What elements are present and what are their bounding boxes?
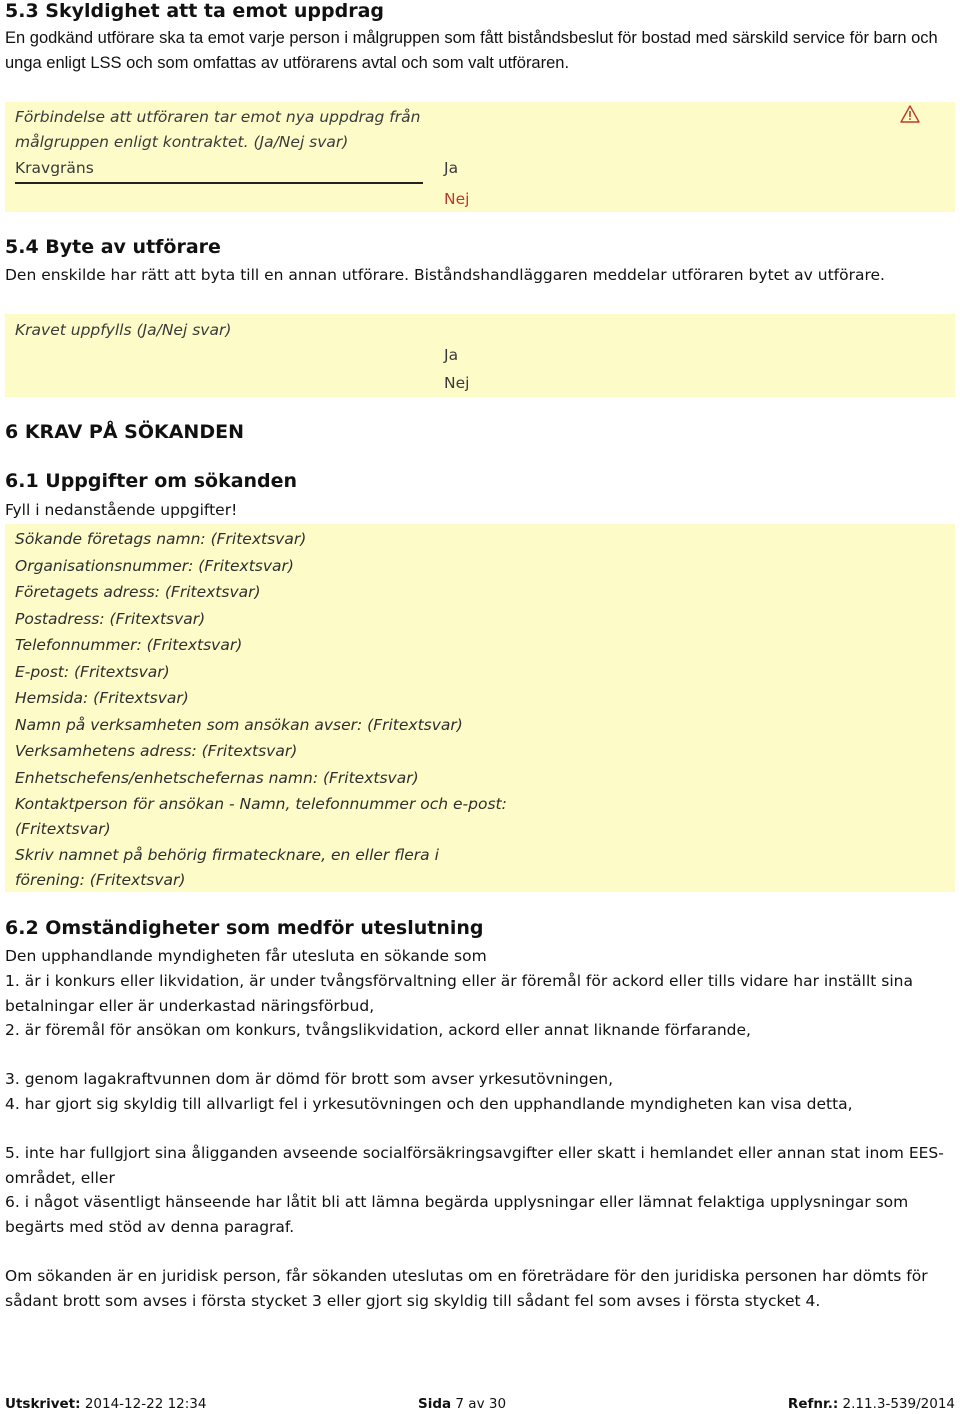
exclusion-item-3: 3. genom lagakraftvunnen dom är dömd för brott som avser yrkesutövningen, [5, 1070, 613, 1088]
field-business-address[interactable]: Verksamhetens adress: (Fritextsvar) [15, 742, 298, 760]
field-contact-person-answer[interactable]: (Fritextsvar) [15, 820, 111, 838]
footer-page-value: 7 av 30 [455, 1396, 507, 1412]
field-company-name[interactable]: Sökande företags namn: (Fritextsvar) [15, 530, 307, 548]
section-5-3-intro: En godkänd utförare ska ta emot varje person i målgruppen som fått biståndsbeslut för bostad med särskild service för barn och unga enligt LSS och som omfattas av utförarens avtal och som valt utföraren. [5, 29, 938, 72]
footer-page [418, 1396, 506, 1412]
section-heading-6-2: 6.2 Omständigheter som medför uteslutning [5, 917, 484, 939]
field-business-name[interactable]: Namn på verksamheten som ansökan avser: (Fritextsvar) [15, 716, 463, 734]
option-yes-5-4[interactable]: Ja [444, 346, 459, 364]
section-5-4-intro: Den enskilde har rätt att byta till en annan utförare. Biståndshandläggaren meddelar utföraren bytet av utförare. [5, 266, 885, 284]
option-no-5-4[interactable]: Nej [444, 374, 470, 392]
exclusion-item-4: 4. har gjort sig skyldig till allvarligt fel i yrkesutövningen och den upphandlande myndigheten kan visa detta, [5, 1095, 853, 1113]
footer-printed-label: Utskrivet: [5, 1396, 81, 1412]
field-phone[interactable]: Telefonnummer: (Fritextsvar) [15, 636, 243, 654]
applicant-fields-box [5, 524, 955, 892]
footer-ref [788, 1396, 955, 1412]
footer-ref-label: Refnr.: [787, 1396, 839, 1412]
section-heading-5-4: 5.4 Byte av utförare [5, 236, 221, 258]
field-contact-person[interactable]: Kontaktperson för ansökan - Namn, telefonnummer och e-post: [15, 795, 507, 813]
chapter-heading-6: 6 KRAV PÅ SÖKANDEN [5, 421, 244, 443]
question-text-5-3: Förbindelse att utföraren tar emot nya uppdrag från målgruppen enligt kontraktet. (Ja/Nej svar) [15, 108, 421, 151]
warning-triangle-icon [900, 105, 920, 123]
section-6-1-intro: Fyll i nedanstående uppgifter! [5, 501, 238, 519]
field-postal-address[interactable]: Postadress: (Fritextsvar) [15, 610, 206, 628]
question-box-5-4 [5, 314, 955, 397]
section-6-2-intro: Den upphandlande myndigheten får utesluta en sökande som [5, 947, 487, 965]
field-email[interactable]: E-post: (Fritextsvar) [15, 663, 170, 681]
option-no-5-3[interactable]: Nej [444, 190, 470, 208]
field-signatory[interactable]: Skriv namnet på behörig firmatecknare, en eller flera i [15, 846, 439, 864]
exclusion-item-1: 1. är i konkurs eller likvidation, är under tvångsförvaltning eller är föremål för ackord eller tills vidare har inställt sina betalningar eller är underkastad näringsförbud, [5, 972, 913, 1015]
question-box-5-3 [5, 102, 955, 212]
footer-printed [5, 1396, 206, 1412]
footer-printed-value: 2014-12-22 12:34 [84, 1396, 207, 1412]
field-website[interactable]: Hemsida: (Fritextsvar) [15, 689, 189, 707]
exclusion-item-6: 6. i något väsentligt hänseende har låtit bli att lämna begärda upplysningar eller lämnat felaktiga upplysningar som begärts med stöd av denna paragraf. [5, 1193, 909, 1236]
section-heading-5-3: 5.3 Skyldighet att ta emot uppdrag [5, 0, 384, 22]
field-unit-manager[interactable]: Enhetschefens/enhetschefernas namn: (Fritextsvar) [15, 769, 419, 787]
field-company-address[interactable]: Företagets adress: (Fritextsvar) [15, 583, 261, 601]
exclusion-item-5: 5. inte har fullgjort sina åligganden avseende socialförsäkringsavgifter eller skatt i hemlandet eller annan stat inom EES-området, eller [5, 1144, 944, 1187]
question-text-5-4: Kravet uppfylls (Ja/Nej svar) [15, 321, 232, 339]
exclusion-closing-paragraph: Om sökanden är en juridisk person, får sökanden uteslutas om en företrädare för den juridiska personen har dömts för sådant brott som avses i första stycket 3 eller gjort sig skyldig till sådant fel som avses i första stycket 4. [5, 1267, 928, 1310]
kravgrans-label: Kravgräns [15, 159, 94, 177]
field-signatory-answer[interactable]: förening: (Fritextsvar) [15, 871, 186, 889]
option-yes-5-3[interactable]: Ja [444, 159, 459, 177]
footer-page-label: Sida [418, 1396, 452, 1412]
kravgrans-divider [15, 182, 423, 184]
field-org-number[interactable]: Organisationsnummer: (Fritextsvar) [15, 557, 294, 575]
section-heading-6-1: 6.1 Uppgifter om sökanden [5, 470, 298, 492]
exclusion-item-2: 2. är föremål för ansökan om konkurs, tvångslikvidation, ackord eller annat liknande förfarande, [5, 1021, 751, 1039]
footer-ref-value: 2.11.3-539/2014 [842, 1396, 955, 1412]
